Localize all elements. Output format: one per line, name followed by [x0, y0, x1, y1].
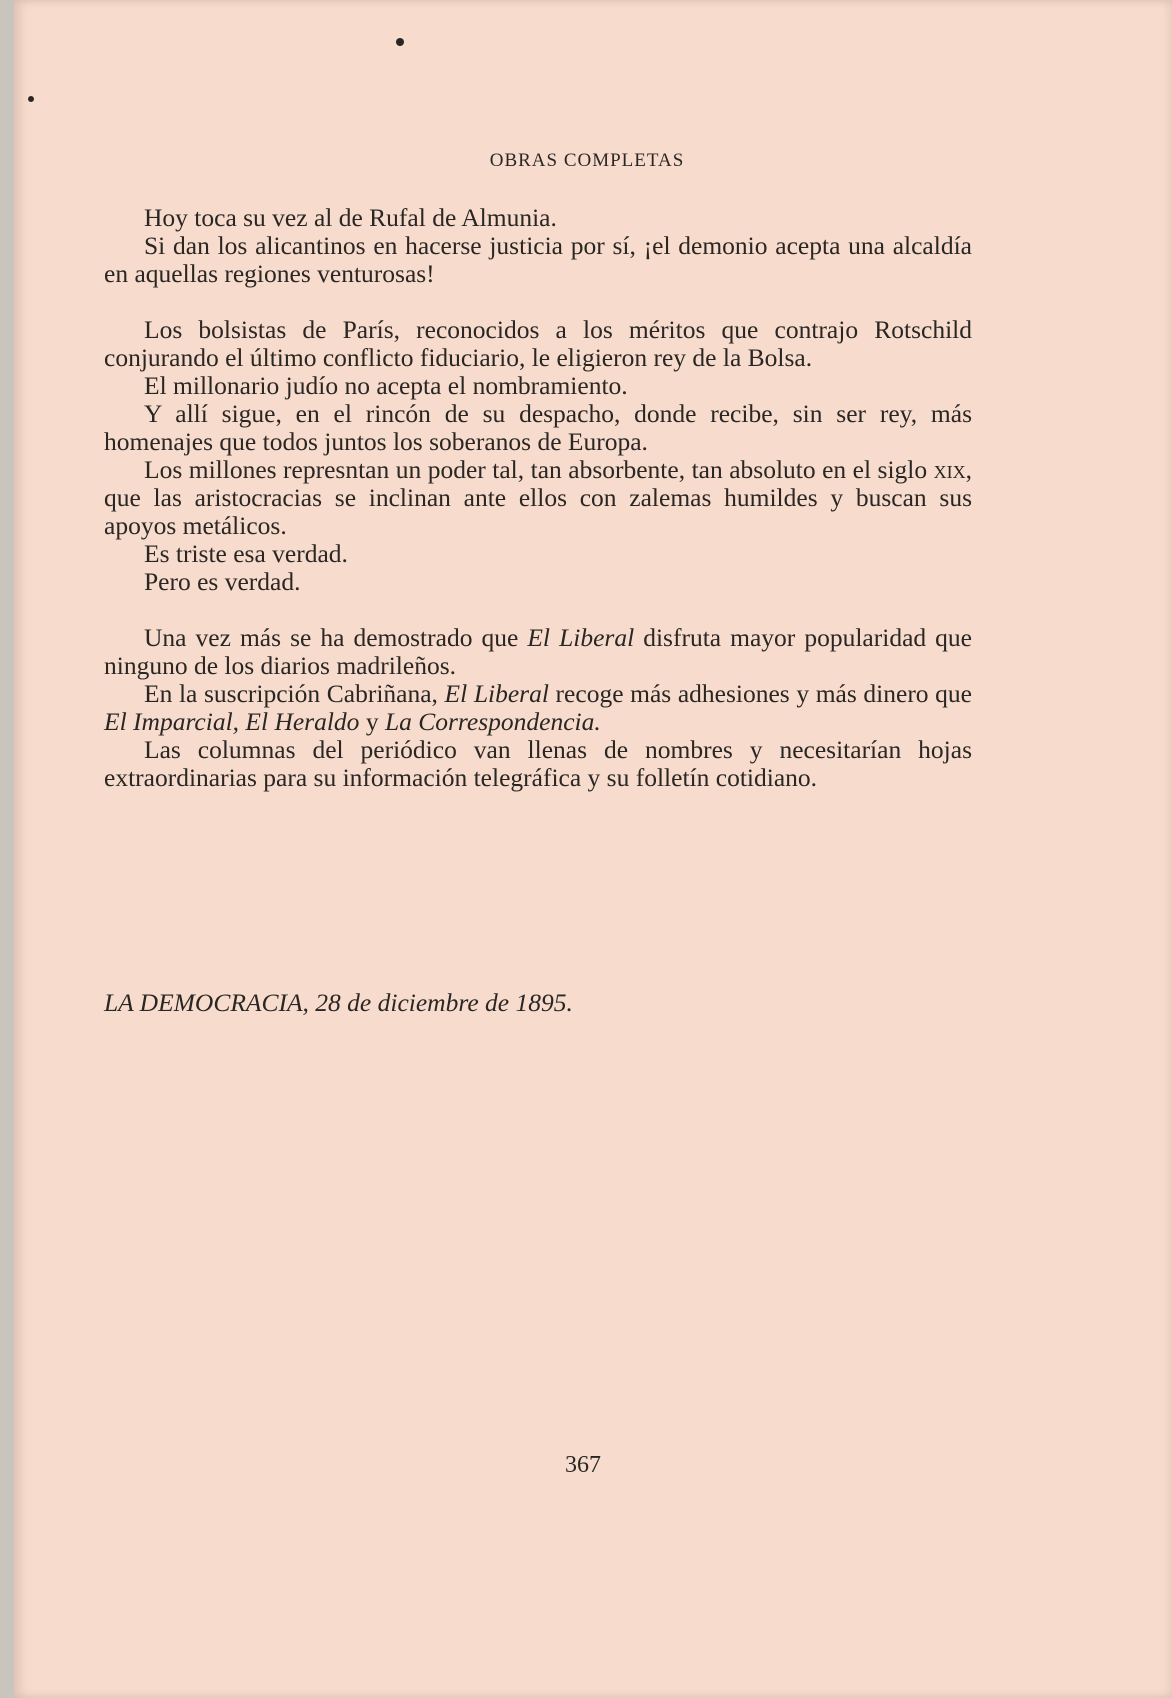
- paragraph: El millonario judío no acepta el nombramiento.: [144, 371, 628, 400]
- paragraph: Los millones represntan un poder tal, tan absorbente, tan absoluto en el siglo xix, que las aristocracias se inclinan ante ellos con zalemas humildes y buscan sus apoyos metálicos.: [104, 455, 972, 540]
- paragraph: Una vez más se ha demostrado que El Liberal disfruta mayor popularidad que ninguno de los diarios madrileños.: [104, 623, 973, 680]
- body-text: [104, 204, 972, 792]
- paragraph: Si dan los alicantinos en hacerse justicia por sí, ¡el demonio acepta una alcaldía en aquellas regiones venturosas!: [104, 231, 972, 288]
- running-head: OBRAS COMPLETAS: [489, 150, 685, 171]
- page-number: 367: [565, 1452, 601, 1478]
- source-signature: LA DEMOCRACIA, 28 de diciembre de 1895.: [104, 988, 573, 1017]
- paragraph: Pero es verdad.: [144, 567, 301, 596]
- paragraph: Y allí sigue, en el rincón de su despacho, donde recibe, sin ser rey, más homenajes que todos juntos los soberanos de Europa.: [104, 399, 972, 456]
- ink-speck: [396, 38, 404, 46]
- paragraph-gap: [104, 596, 972, 624]
- paragraph: Hoy toca su vez al de Rufal de Almunia.: [144, 203, 557, 232]
- paragraph: Los bolsistas de París, reconocidos a los méritos que contrajo Rotschild conjurando el último conflicto fiduciario, le eligieron rey de la Bolsa.: [104, 315, 972, 372]
- paragraph: Es triste esa verdad.: [144, 539, 348, 568]
- paragraph-gap: [104, 288, 972, 316]
- ink-speck: [28, 96, 34, 102]
- book-page: [14, 0, 1172, 1698]
- paragraph: En la suscripción Cabriñana, El Liberal recoge más adhesiones y más dinero que El Imparcial, El Heraldo y La Correspondencia.: [104, 679, 973, 736]
- paragraph: Las columnas del periódico van llenas de nombres y necesitarían hojas extraordinarias para su información telegráfica y su folletín cotidiano.: [104, 735, 972, 792]
